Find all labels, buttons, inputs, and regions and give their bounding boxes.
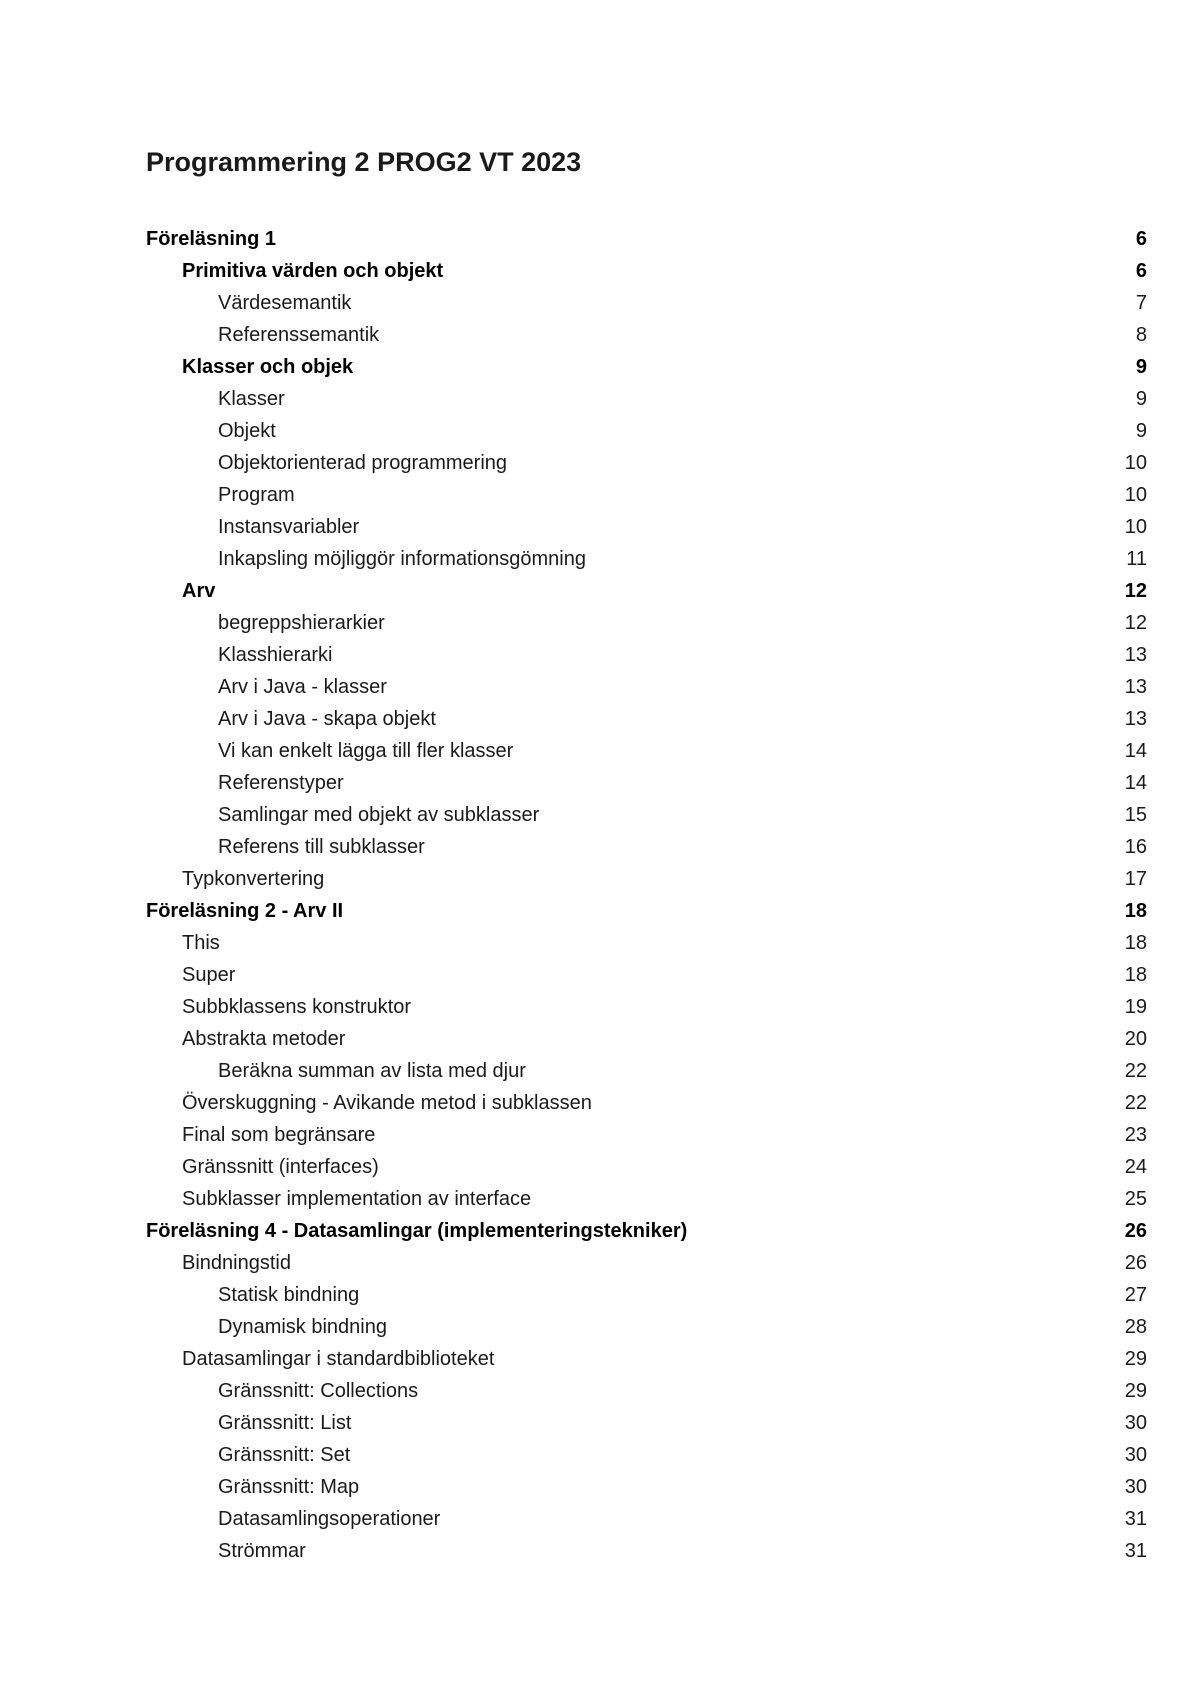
toc-entry-page: 20 xyxy=(1124,1028,1147,1050)
toc-entry[interactable] xyxy=(146,1375,1147,1407)
toc-entry-label: This xyxy=(182,932,220,954)
toc-entry-page: 17 xyxy=(1124,868,1147,890)
table-of-contents xyxy=(146,223,1147,1567)
toc-entry-label: Arv i Java - klasser xyxy=(218,676,387,698)
toc-entry-label: Super xyxy=(182,964,236,986)
toc-entry-page: 18 xyxy=(1124,900,1147,922)
toc-entry[interactable] xyxy=(146,1279,1147,1311)
toc-entry[interactable] xyxy=(146,1439,1147,1471)
toc-entry[interactable] xyxy=(146,863,1147,895)
toc-entry[interactable] xyxy=(146,1087,1147,1119)
toc-entry-label: Strömmar xyxy=(218,1540,306,1562)
toc-entry[interactable] xyxy=(146,671,1147,703)
toc-entry-page: 14 xyxy=(1124,740,1147,762)
toc-entry-page: 15 xyxy=(1124,804,1147,826)
toc-entry-page: 6 xyxy=(1135,228,1147,250)
toc-entry-page: 10 xyxy=(1124,452,1147,474)
toc-entry[interactable] xyxy=(146,1215,1147,1247)
toc-entry-page: 7 xyxy=(1135,292,1147,314)
toc-entry[interactable] xyxy=(146,767,1147,799)
toc-entry-label: Gränssnitt: Collections xyxy=(218,1380,419,1402)
toc-entry-label: Klasser och objek xyxy=(182,356,354,378)
toc-entry-label: Datasamlingar i standardbiblioteket xyxy=(182,1348,495,1370)
toc-entry-label: begreppshierarkier xyxy=(218,612,385,634)
toc-entry-label: Instansvariabler xyxy=(218,516,360,538)
toc-entry-label: Referenstyper xyxy=(218,772,344,794)
toc-entry-page: 9 xyxy=(1135,356,1147,378)
toc-entry-page: 29 xyxy=(1124,1380,1147,1402)
toc-entry-label: Föreläsning 4 - Datasamlingar (implementeringstekniker) xyxy=(146,1220,688,1242)
toc-entry-label: Samlingar med objekt av subklasser xyxy=(218,804,540,826)
toc-entry-label: Vi kan enkelt lägga till fler klasser xyxy=(218,740,514,762)
toc-entry[interactable] xyxy=(146,479,1147,511)
toc-entry-label: Inkapsling möjliggör informationsgömning xyxy=(218,548,586,570)
toc-entry-label: Objekt xyxy=(218,420,276,442)
toc-entry[interactable] xyxy=(146,575,1147,607)
toc-entry-page: 22 xyxy=(1124,1092,1147,1114)
toc-entry-label: Referenssemantik xyxy=(218,324,380,346)
toc-entry[interactable] xyxy=(146,799,1147,831)
toc-entry-page: 29 xyxy=(1124,1348,1147,1370)
toc-entry[interactable] xyxy=(146,1151,1147,1183)
toc-entry-label: Klasser xyxy=(218,388,285,410)
toc-entry[interactable] xyxy=(146,735,1147,767)
toc-entry-label: Gränssnitt: List xyxy=(218,1412,352,1434)
toc-entry[interactable] xyxy=(146,383,1147,415)
toc-entry-page: 11 xyxy=(1126,548,1147,570)
toc-entry[interactable] xyxy=(146,1503,1147,1535)
toc-entry-label: Abstrakta metoder xyxy=(182,1028,346,1050)
toc-entry-label: Arv xyxy=(182,580,216,602)
toc-entry[interactable] xyxy=(146,1055,1147,1087)
toc-entry[interactable] xyxy=(146,1343,1147,1375)
toc-entry-page: 12 xyxy=(1124,580,1147,602)
toc-entry-page: 25 xyxy=(1124,1188,1147,1210)
toc-entry[interactable] xyxy=(146,991,1147,1023)
toc-entry-page: 30 xyxy=(1124,1444,1147,1466)
toc-entry[interactable] xyxy=(146,959,1147,991)
toc-entry-page: 10 xyxy=(1124,516,1147,538)
toc-entry[interactable] xyxy=(146,895,1147,927)
toc-entry-page: 16 xyxy=(1124,836,1147,858)
toc-entry-page: 13 xyxy=(1124,644,1147,666)
toc-entry-page: 30 xyxy=(1124,1476,1147,1498)
toc-entry-label: Klasshierarki xyxy=(218,644,333,666)
toc-entry-label: Gränssnitt (interfaces) xyxy=(182,1156,379,1178)
toc-entry[interactable] xyxy=(146,223,1147,255)
toc-entry-label: Överskuggning - Avikande metod i subklassen xyxy=(182,1092,592,1114)
toc-entry-page: 13 xyxy=(1124,676,1147,698)
toc-entry-label: Statisk bindning xyxy=(218,1284,360,1306)
toc-entry-page: 22 xyxy=(1124,1060,1147,1082)
toc-entry-page: 24 xyxy=(1124,1156,1147,1178)
toc-entry[interactable] xyxy=(146,1471,1147,1503)
toc-entry-page: 18 xyxy=(1124,964,1147,986)
toc-entry[interactable] xyxy=(146,927,1147,959)
toc-entry-label: Referens till subklasser xyxy=(218,836,425,858)
toc-entry-page: 12 xyxy=(1124,612,1147,634)
toc-entry[interactable] xyxy=(146,831,1147,863)
toc-entry-page: 26 xyxy=(1124,1220,1147,1242)
toc-entry-page: 30 xyxy=(1124,1412,1147,1434)
toc-entry[interactable] xyxy=(146,1183,1147,1215)
toc-entry-label: Datasamlingsoperationer xyxy=(218,1508,441,1530)
toc-entry-page: 28 xyxy=(1124,1316,1147,1338)
toc-entry-label: Final som begränsare xyxy=(182,1124,376,1146)
toc-entry-label: Bindningstid xyxy=(182,1252,291,1274)
toc-entry-label: Värdesemantik xyxy=(218,292,352,314)
toc-entry-page: 31 xyxy=(1124,1540,1147,1562)
toc-entry-label: Typkonvertering xyxy=(182,868,325,890)
toc-entry-label: Subklasser implementation av interface xyxy=(182,1188,532,1210)
toc-entry[interactable] xyxy=(146,639,1147,671)
toc-entry-page: 10 xyxy=(1124,484,1147,506)
toc-entry-label: Föreläsning 2 - Arv II xyxy=(146,900,344,922)
toc-entry-page: 26 xyxy=(1124,1252,1147,1274)
toc-entry-label: Gränssnitt: Set xyxy=(218,1444,351,1466)
toc-entry-label: Beräkna summan av lista med djur xyxy=(218,1060,526,1082)
toc-entry[interactable] xyxy=(146,543,1147,575)
toc-entry-label: Gränssnitt: Map xyxy=(218,1476,360,1498)
toc-entry-label: Primitiva värden och objekt xyxy=(182,260,444,282)
toc-entry[interactable] xyxy=(146,255,1147,287)
toc-entry-page: 27 xyxy=(1124,1284,1147,1306)
toc-entry-page: 18 xyxy=(1124,932,1147,954)
toc-entry[interactable] xyxy=(146,1535,1147,1567)
toc-entry[interactable] xyxy=(146,1311,1147,1343)
toc-entry-label: Arv i Java - skapa objekt xyxy=(218,708,436,730)
toc-entry-label: Föreläsning 1 xyxy=(146,228,277,250)
toc-entry-page: 8 xyxy=(1135,324,1147,346)
toc-entry[interactable] xyxy=(146,511,1147,543)
toc-entry[interactable] xyxy=(146,703,1147,735)
toc-entry-page: 19 xyxy=(1124,996,1147,1018)
toc-entry[interactable] xyxy=(146,1247,1147,1279)
toc-entry-label: Subbklassens konstruktor xyxy=(182,996,412,1018)
toc-entry-page: 31 xyxy=(1124,1508,1147,1530)
toc-entry[interactable] xyxy=(146,319,1147,351)
toc-entry[interactable] xyxy=(146,287,1147,319)
toc-entry-page: 9 xyxy=(1135,388,1147,410)
toc-entry[interactable] xyxy=(146,607,1147,639)
toc-entry[interactable] xyxy=(146,1023,1147,1055)
toc-entry-label: Objektorienterad programmering xyxy=(218,452,508,474)
toc-entry-page: 23 xyxy=(1124,1124,1147,1146)
toc-entry[interactable] xyxy=(146,415,1147,447)
document-title: Programmering 2 PROG2 VT 2023 xyxy=(146,147,582,177)
toc-entry[interactable] xyxy=(146,447,1147,479)
toc-entry[interactable] xyxy=(146,1119,1147,1151)
toc-entry[interactable] xyxy=(146,1407,1147,1439)
toc-entry-page: 14 xyxy=(1124,772,1147,794)
toc-entry-page: 6 xyxy=(1135,260,1147,282)
toc-entry-label: Dynamisk bindning xyxy=(218,1316,387,1338)
toc-entry-page: 9 xyxy=(1135,420,1147,442)
toc-entry-page: 13 xyxy=(1124,708,1147,730)
toc-entry[interactable] xyxy=(146,351,1147,383)
toc-entry-label: Program xyxy=(218,484,295,506)
